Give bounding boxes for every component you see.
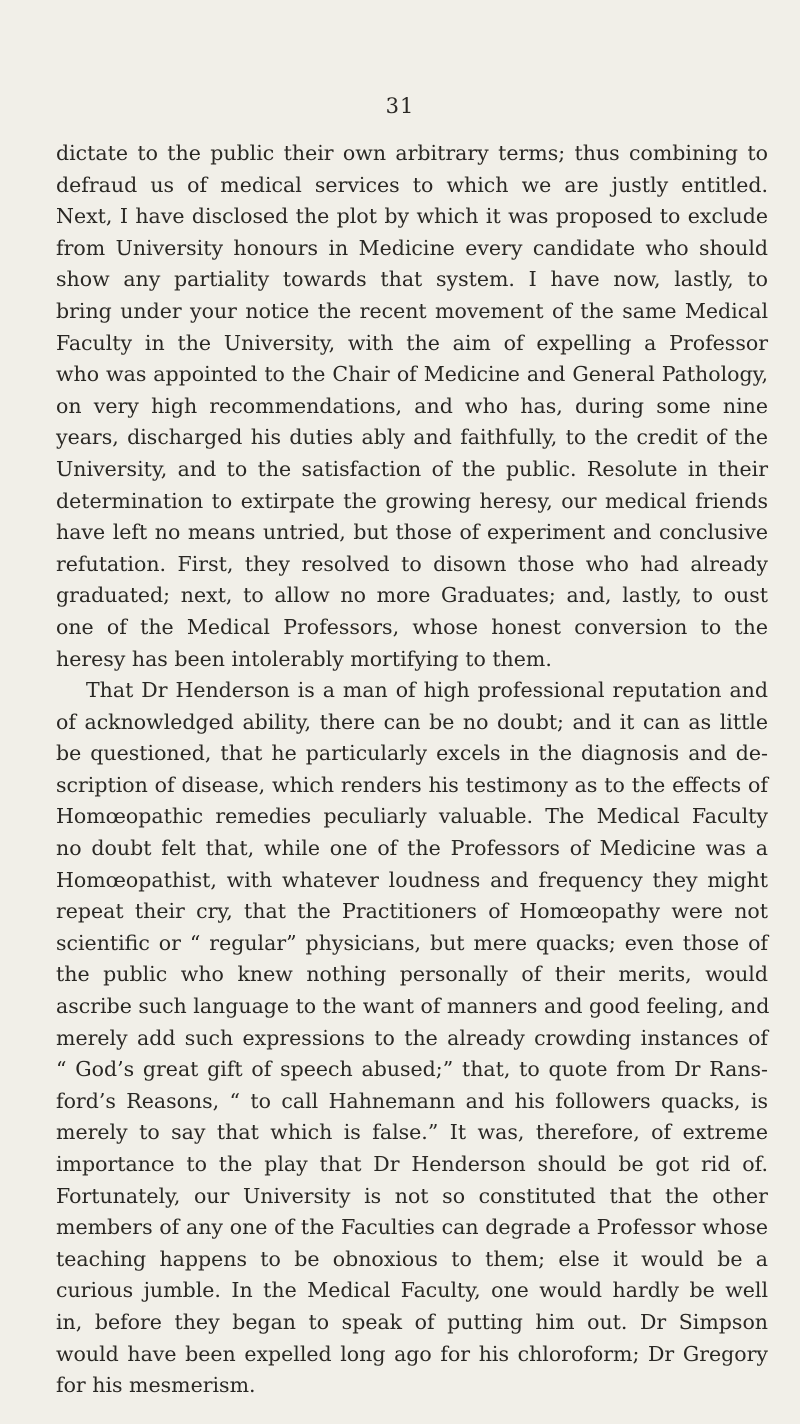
text-line: merely add such expressions to the already crowding instances of (56, 1025, 768, 1050)
text-line: be questioned, that he particularly excels in the diagnosis and de- (56, 741, 768, 766)
text-line: Faculty in the University, with the aim of expelling a Professor (56, 330, 768, 355)
text-line: show any partiality towards that system. I have now, lastly, to (56, 267, 768, 292)
text-line: Homœopathic remedies peculiarly valuable. The Medical Faculty (56, 804, 768, 829)
text-line: years, discharged his duties ably and faithfully, to the credit of the (56, 425, 768, 450)
text-line: “ God’s great gift of speech abused;” that, to quote from Dr Rans- (56, 1057, 768, 1082)
text-line: University, and to the satisfaction of the public. Resolute in their (56, 456, 768, 481)
text-line: members of any one of the Faculties can degrade a Professor whose (56, 1215, 768, 1240)
text-line: Fortunately, our University is not so constituted that the other (56, 1183, 768, 1208)
paragraph-start-line: That Dr Henderson is a man of high professional reputation and (86, 678, 768, 703)
text-line: one of the Medical Professors, whose honest conversion to the (56, 614, 768, 639)
text-line: who was appointed to the Chair of Medicine and General Pathology, (56, 362, 768, 387)
text-line: repeat their cry, that the Practitioners of Homœopathy were not (56, 899, 768, 924)
text-line: Next, I have disclosed the plot by which it was proposed to exclude (56, 204, 768, 229)
text-line: scription of disease, which renders his testimony as to the effects of (56, 772, 768, 797)
text-line: teaching happens to be obnoxious to them; else it would be a (56, 1246, 768, 1271)
text-line: no doubt felt that, while one of the Professors of Medicine was a (56, 836, 768, 861)
text-line: from University honours in Medicine every candidate who should (56, 235, 768, 260)
text-line: dictate to the public their own arbitrary terms; thus combining to (56, 141, 768, 165)
paragraph-end-line: for his mesmerism. (56, 1373, 256, 1398)
text-line: ford’s Reasons, “ to call Hahnemann and his followers quacks, is (56, 1088, 768, 1113)
text-line: scientific or “ regular” physicians, but mere quacks; even those of (56, 930, 768, 955)
paragraph-end-line: heresy has been intolerably mortifying to them. (56, 646, 552, 671)
text-line: importance to the play that Dr Henderson should be got rid of. (56, 1152, 768, 1176)
text-line: the public who knew nothing personally of their merits, would (56, 962, 768, 987)
page-number: 31 (385, 94, 415, 118)
text-line: of acknowledged ability, there can be no doubt; and it can as little (56, 709, 768, 734)
text-line: on very high recommendations, and who has, during some nine (56, 393, 768, 418)
text-line: refutation. First, they resolved to disown those who had already (56, 551, 768, 576)
body-text (56, 138, 768, 1402)
text-line: bring under your notice the recent movement of the same Medical (56, 298, 768, 323)
text-line: defraud us of medical services to which we are justly entitled. (56, 172, 768, 197)
text-line: would have been expelled long ago for his chloroform; Dr Gregory (56, 1341, 768, 1366)
text-line: curious jumble. In the Medical Faculty, one would hardly be well (56, 1278, 768, 1303)
text-line: ascribe such language to the want of manners and good feeling, and (56, 994, 770, 1019)
text-line: Homœopathist, with whatever loudness and frequency they might (56, 867, 768, 892)
text-line: graduated; next, to allow no more Graduates; and, lastly, to oust (56, 583, 768, 608)
text-line: in, before they began to speak of putting him out. Dr Simpson (56, 1309, 768, 1334)
text-line: determination to extirpate the growing heresy, our medical friends (56, 488, 768, 513)
text-line: have left no means untried, but those of experiment and conclusive (56, 520, 768, 545)
text-line: merely to say that which is false.” It was, therefore, of extreme (56, 1120, 768, 1145)
